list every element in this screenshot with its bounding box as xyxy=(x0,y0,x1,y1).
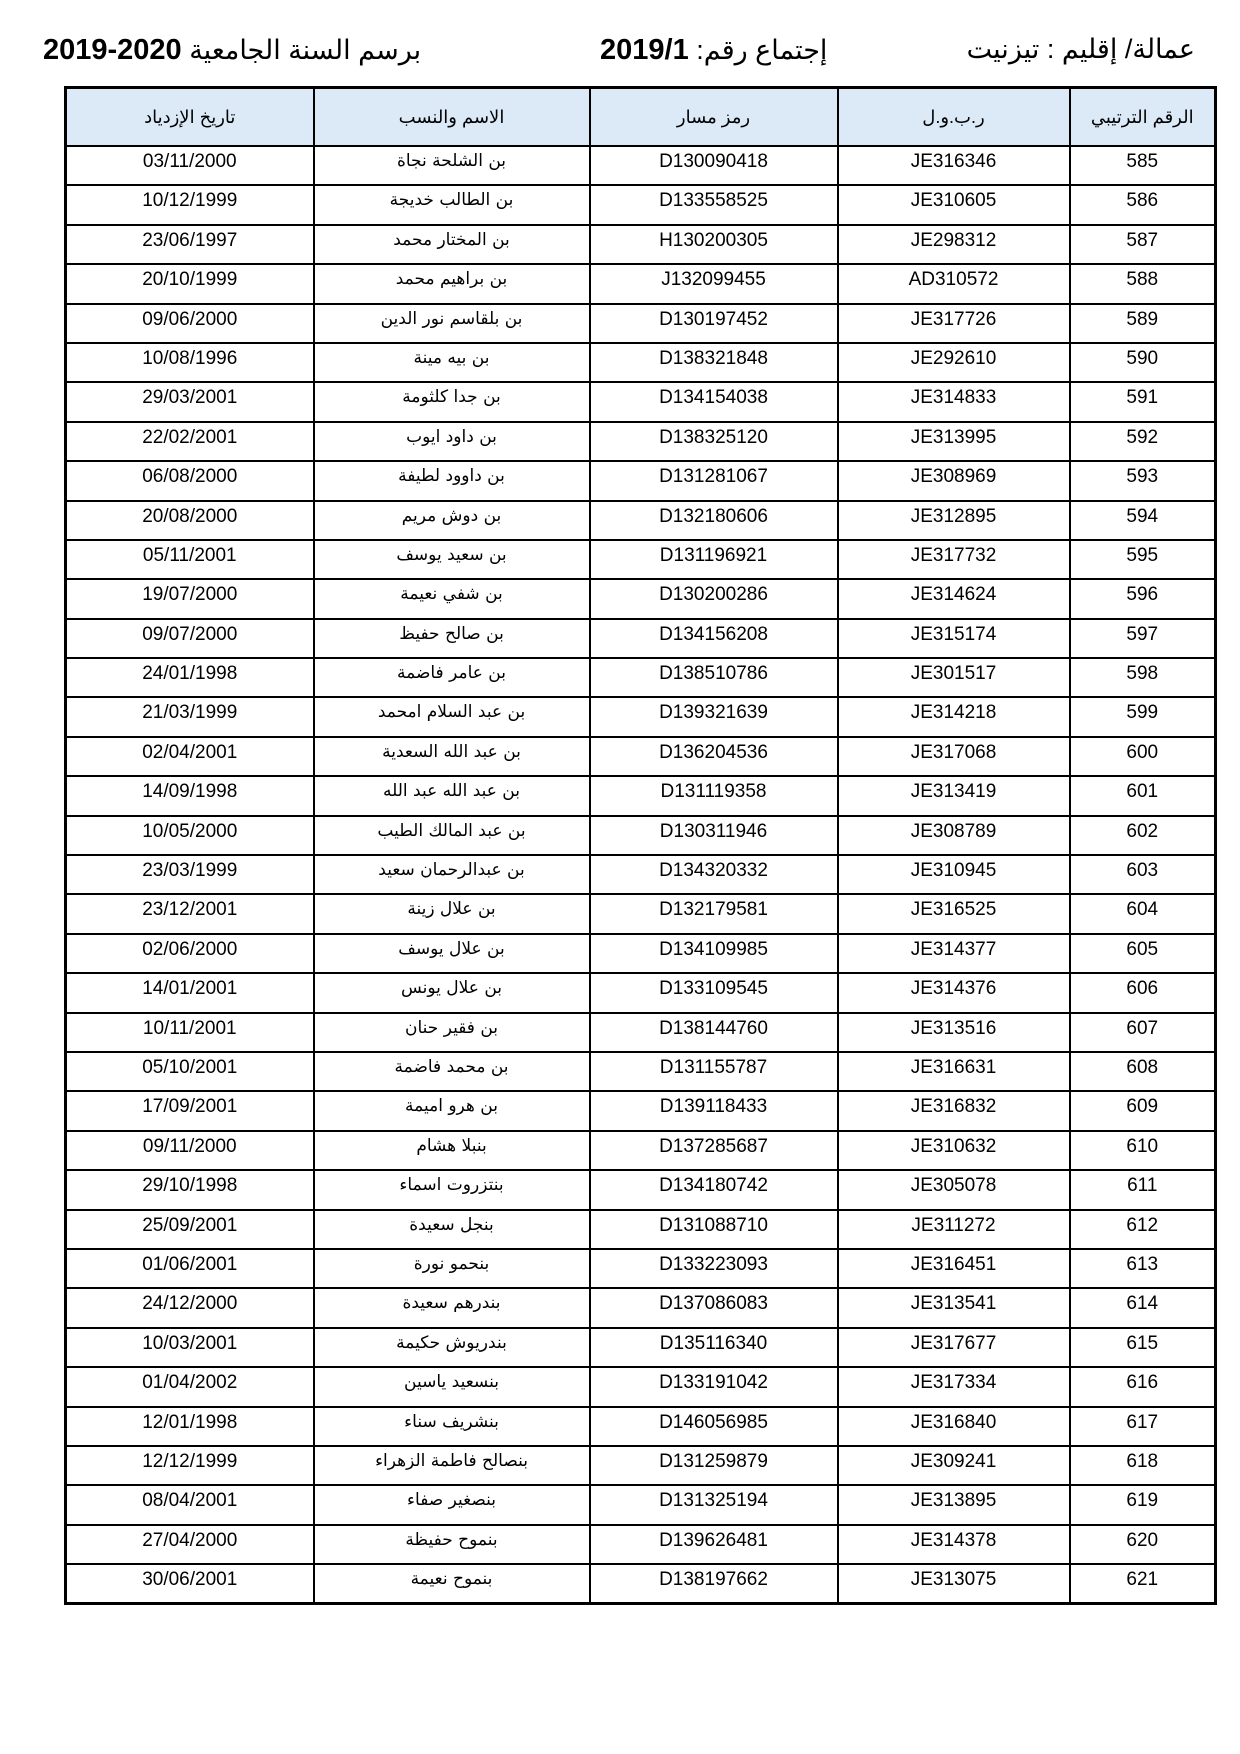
rank-cell: 618 xyxy=(1070,1446,1216,1485)
rank-cell: 597 xyxy=(1070,619,1216,658)
id-cell: JE313995 xyxy=(838,422,1070,461)
rank-cell: 616 xyxy=(1070,1367,1216,1406)
table-header-row xyxy=(66,88,1216,147)
table-row xyxy=(66,382,1216,421)
academic-year-value: 2019-2020 xyxy=(43,34,182,66)
birth-date-cell: 01/06/2001 xyxy=(66,1249,314,1288)
birth-date-cell: 12/01/1998 xyxy=(66,1407,314,1446)
id-cell: JE314376 xyxy=(838,973,1070,1012)
massar-code-cell: D134320332 xyxy=(590,855,838,894)
name-cell: بندرهم سعيدة xyxy=(314,1288,590,1327)
table-row xyxy=(66,1170,1216,1209)
id-cell: JE313895 xyxy=(838,1485,1070,1524)
name-cell: بن المختار محمد xyxy=(314,225,590,264)
rank-cell: 619 xyxy=(1070,1485,1216,1524)
birth-date-cell: 10/12/1999 xyxy=(66,185,314,224)
rank-cell: 614 xyxy=(1070,1288,1216,1327)
id-cell: JE314218 xyxy=(838,697,1070,736)
massar-code-cell: D134180742 xyxy=(590,1170,838,1209)
academic-year xyxy=(43,34,421,67)
id-cell: JE312895 xyxy=(838,501,1070,540)
table-row xyxy=(66,619,1216,658)
id-cell: JE316451 xyxy=(838,1249,1070,1288)
massar-code-cell: D130311946 xyxy=(590,816,838,855)
table-body xyxy=(66,146,1216,1603)
birth-date-cell: 14/09/1998 xyxy=(66,776,314,815)
massar-code-cell: D133109545 xyxy=(590,973,838,1012)
rank-cell: 605 xyxy=(1070,934,1216,973)
birth-date-cell: 22/02/2001 xyxy=(66,422,314,461)
id-cell: JE305078 xyxy=(838,1170,1070,1209)
table-row xyxy=(66,501,1216,540)
birth-date-cell: 29/03/2001 xyxy=(66,382,314,421)
table-row xyxy=(66,185,1216,224)
document-header xyxy=(0,34,1240,80)
id-cell: JE314833 xyxy=(838,382,1070,421)
id-cell: JE316525 xyxy=(838,894,1070,933)
students-table xyxy=(64,86,1217,1605)
birth-date-cell: 10/08/1996 xyxy=(66,343,314,382)
id-cell: JE317677 xyxy=(838,1328,1070,1367)
name-cell: بن هرو اميمة xyxy=(314,1091,590,1130)
name-cell: بن عبد الله السعدية xyxy=(314,737,590,776)
rank-cell: 608 xyxy=(1070,1052,1216,1091)
massar-code-cell: D131196921 xyxy=(590,540,838,579)
rank-cell: 617 xyxy=(1070,1407,1216,1446)
meeting-label: إجتماع رقم: xyxy=(696,35,828,65)
birth-date-cell: 20/10/1999 xyxy=(66,264,314,303)
massar-code-cell: D132179581 xyxy=(590,894,838,933)
massar-code-cell: D133223093 xyxy=(590,1249,838,1288)
name-cell: بندريوش حكيمة xyxy=(314,1328,590,1367)
massar-code-cell: D131088710 xyxy=(590,1210,838,1249)
birth-date-cell: 21/03/1999 xyxy=(66,697,314,736)
id-cell: JE310632 xyxy=(838,1131,1070,1170)
massar-code-cell: D131119358 xyxy=(590,776,838,815)
birth-date-cell: 01/04/2002 xyxy=(66,1367,314,1406)
name-cell: بن براهيم محمد xyxy=(314,264,590,303)
birth-date-cell: 24/01/1998 xyxy=(66,658,314,697)
name-cell: بن عبد المالك الطيب xyxy=(314,816,590,855)
massar-code-cell: D139626481 xyxy=(590,1525,838,1564)
id-cell: JE310945 xyxy=(838,855,1070,894)
massar-code-cell: D139321639 xyxy=(590,697,838,736)
name-cell: بنصغير صفاء xyxy=(314,1485,590,1524)
table-row xyxy=(66,1525,1216,1564)
name-cell: بنجل سعيدة xyxy=(314,1210,590,1249)
table-row xyxy=(66,894,1216,933)
id-cell: JE310605 xyxy=(838,185,1070,224)
rank-cell: 593 xyxy=(1070,461,1216,500)
birth-date-cell: 23/12/2001 xyxy=(66,894,314,933)
birth-date-cell: 23/06/1997 xyxy=(66,225,314,264)
massar-code-cell: D136204536 xyxy=(590,737,838,776)
name-cell: بن عبد الله عبد الله xyxy=(314,776,590,815)
table-row xyxy=(66,973,1216,1012)
id-cell: JE308789 xyxy=(838,816,1070,855)
name-cell: بنصالح فاطمة الزهراء xyxy=(314,1446,590,1485)
name-cell: بنموح حفيظة xyxy=(314,1525,590,1564)
massar-code-cell: D134109985 xyxy=(590,934,838,973)
name-cell: بنبلا هشام xyxy=(314,1131,590,1170)
birth-date-cell: 10/03/2001 xyxy=(66,1328,314,1367)
id-cell: JE314624 xyxy=(838,579,1070,618)
massar-code-cell: D146056985 xyxy=(590,1407,838,1446)
massar-code-cell: D138321848 xyxy=(590,343,838,382)
name-cell: بن بيه مينة xyxy=(314,343,590,382)
name-cell: بن دوش مريم xyxy=(314,501,590,540)
id-cell: JE314378 xyxy=(838,1525,1070,1564)
birth-date-cell: 10/05/2000 xyxy=(66,816,314,855)
id-cell: JE317732 xyxy=(838,540,1070,579)
rank-cell: 585 xyxy=(1070,146,1216,185)
birth-date-cell: 06/08/2000 xyxy=(66,461,314,500)
meeting-info xyxy=(600,34,827,67)
name-cell: بن الشلحة نجاة xyxy=(314,146,590,185)
rank-cell: 621 xyxy=(1070,1564,1216,1603)
rank-cell: 611 xyxy=(1070,1170,1216,1209)
rank-cell: 591 xyxy=(1070,382,1216,421)
massar-code-cell: J132099455 xyxy=(590,264,838,303)
table-row xyxy=(66,1328,1216,1367)
table-row xyxy=(66,540,1216,579)
birth-date-cell: 12/12/1999 xyxy=(66,1446,314,1485)
name-cell: بن علال يونس xyxy=(314,973,590,1012)
birth-date-cell: 19/07/2000 xyxy=(66,579,314,618)
massar-code-cell: D139118433 xyxy=(590,1091,838,1130)
massar-code-cell: D138510786 xyxy=(590,658,838,697)
name-cell: بن صالح حفيظ xyxy=(314,619,590,658)
birth-date-cell: 10/11/2001 xyxy=(66,1013,314,1052)
birth-date-cell: 08/04/2001 xyxy=(66,1485,314,1524)
id-cell: JE317334 xyxy=(838,1367,1070,1406)
id-cell: JE313075 xyxy=(838,1564,1070,1603)
rank-cell: 595 xyxy=(1070,540,1216,579)
name-cell: بن شفي نعيمة xyxy=(314,579,590,618)
rank-cell: 590 xyxy=(1070,343,1216,382)
id-cell: JE315174 xyxy=(838,619,1070,658)
rank-cell: 600 xyxy=(1070,737,1216,776)
rank-cell: 620 xyxy=(1070,1525,1216,1564)
rank-cell: 587 xyxy=(1070,225,1216,264)
academic-year-label: برسم السنة الجامعية xyxy=(189,35,422,65)
rank-cell: 589 xyxy=(1070,304,1216,343)
massar-code-cell: D130200286 xyxy=(590,579,838,618)
massar-code-cell: D130197452 xyxy=(590,304,838,343)
table-row xyxy=(66,343,1216,382)
table-row xyxy=(66,1052,1216,1091)
name-cell: بن علال يوسف xyxy=(314,934,590,973)
massar-code-cell: D131325194 xyxy=(590,1485,838,1524)
table-row xyxy=(66,934,1216,973)
table-row xyxy=(66,146,1216,185)
id-cell: JE317068 xyxy=(838,737,1070,776)
id-cell: JE313419 xyxy=(838,776,1070,815)
table-row xyxy=(66,658,1216,697)
rank-cell: 602 xyxy=(1070,816,1216,855)
rank-cell: 606 xyxy=(1070,973,1216,1012)
massar-code-cell: D131281067 xyxy=(590,461,838,500)
column-header-full-name: الاسم والنسب xyxy=(314,88,590,147)
name-cell: بن جدا كلثومة xyxy=(314,382,590,421)
id-cell: JE292610 xyxy=(838,343,1070,382)
name-cell: بنسعيد ياسين xyxy=(314,1367,590,1406)
table-row xyxy=(66,697,1216,736)
rank-cell: 596 xyxy=(1070,579,1216,618)
id-cell: JE316631 xyxy=(838,1052,1070,1091)
birth-date-cell: 02/04/2001 xyxy=(66,737,314,776)
rank-cell: 603 xyxy=(1070,855,1216,894)
name-cell: بنحمو نورة xyxy=(314,1249,590,1288)
table-row xyxy=(66,264,1216,303)
birth-date-cell: 05/10/2001 xyxy=(66,1052,314,1091)
name-cell: بن عبدالرحمان سعيد xyxy=(314,855,590,894)
table-row xyxy=(66,1564,1216,1603)
name-cell: بن محمد فاضمة xyxy=(314,1052,590,1091)
rank-cell: 592 xyxy=(1070,422,1216,461)
column-header-birth-date: تاريخ الإزدياد xyxy=(66,88,314,147)
name-cell: بن علال زينة xyxy=(314,894,590,933)
table-row xyxy=(66,776,1216,815)
table-row xyxy=(66,1091,1216,1130)
birth-date-cell: 05/11/2001 xyxy=(66,540,314,579)
massar-code-cell: H130200305 xyxy=(590,225,838,264)
massar-code-cell: D133558525 xyxy=(590,185,838,224)
massar-code-cell: D138197662 xyxy=(590,1564,838,1603)
table-row xyxy=(66,1131,1216,1170)
table-row xyxy=(66,422,1216,461)
table-row xyxy=(66,1210,1216,1249)
table-row xyxy=(66,855,1216,894)
birth-date-cell: 20/08/2000 xyxy=(66,501,314,540)
id-cell: AD310572 xyxy=(838,264,1070,303)
name-cell: بن سعيد يوسف xyxy=(314,540,590,579)
table-row xyxy=(66,1367,1216,1406)
id-cell: JE301517 xyxy=(838,658,1070,697)
massar-code-cell: D131155787 xyxy=(590,1052,838,1091)
birth-date-cell: 25/09/2001 xyxy=(66,1210,314,1249)
birth-date-cell: 09/11/2000 xyxy=(66,1131,314,1170)
massar-code-cell: D137086083 xyxy=(590,1288,838,1327)
birth-date-cell: 14/01/2001 xyxy=(66,973,314,1012)
birth-date-cell: 03/11/2000 xyxy=(66,146,314,185)
rank-cell: 594 xyxy=(1070,501,1216,540)
massar-code-cell: D131259879 xyxy=(590,1446,838,1485)
name-cell: بنتزروت اسماء xyxy=(314,1170,590,1209)
birth-date-cell: 09/06/2000 xyxy=(66,304,314,343)
birth-date-cell: 23/03/1999 xyxy=(66,855,314,894)
id-cell: JE308969 xyxy=(838,461,1070,500)
rank-cell: 599 xyxy=(1070,697,1216,736)
name-cell: بن فقير حنان xyxy=(314,1013,590,1052)
id-cell: JE298312 xyxy=(838,225,1070,264)
massar-code-cell: D137285687 xyxy=(590,1131,838,1170)
table-row xyxy=(66,737,1216,776)
table-row xyxy=(66,1407,1216,1446)
massar-code-cell: D130090418 xyxy=(590,146,838,185)
massar-code-cell: D134156208 xyxy=(590,619,838,658)
id-cell: JE316346 xyxy=(838,146,1070,185)
name-cell: بن داوود لطيفة xyxy=(314,461,590,500)
id-cell: JE311272 xyxy=(838,1210,1070,1249)
massar-code-cell: D134154038 xyxy=(590,382,838,421)
massar-code-cell: D135116340 xyxy=(590,1328,838,1367)
birth-date-cell: 02/06/2000 xyxy=(66,934,314,973)
birth-date-cell: 30/06/2001 xyxy=(66,1564,314,1603)
massar-code-cell: D138325120 xyxy=(590,422,838,461)
meeting-number: 2019/1 xyxy=(600,34,689,66)
rank-cell: 598 xyxy=(1070,658,1216,697)
name-cell: بنموح نعيمة xyxy=(314,1564,590,1603)
birth-date-cell: 17/09/2001 xyxy=(66,1091,314,1130)
table-row xyxy=(66,1013,1216,1052)
column-header-rank: الرقم الترتيبي xyxy=(1070,88,1216,147)
column-header-id: ر.ب.و.ل xyxy=(838,88,1070,147)
table-row xyxy=(66,816,1216,855)
table-row xyxy=(66,304,1216,343)
rank-cell: 588 xyxy=(1070,264,1216,303)
table-row xyxy=(66,1446,1216,1485)
name-cell: بن الطالب خديجة xyxy=(314,185,590,224)
name-cell: بن عبد السلام امحمد xyxy=(314,697,590,736)
id-cell: JE316832 xyxy=(838,1091,1070,1130)
name-cell: بنشريف سناء xyxy=(314,1407,590,1446)
birth-date-cell: 27/04/2000 xyxy=(66,1525,314,1564)
name-cell: بن عامر فاضمة xyxy=(314,658,590,697)
rank-cell: 612 xyxy=(1070,1210,1216,1249)
birth-date-cell: 24/12/2000 xyxy=(66,1288,314,1327)
id-cell: JE314377 xyxy=(838,934,1070,973)
massar-code-cell: D133191042 xyxy=(590,1367,838,1406)
rank-cell: 610 xyxy=(1070,1131,1216,1170)
table-row xyxy=(66,1288,1216,1327)
table-row xyxy=(66,579,1216,618)
birth-date-cell: 29/10/1998 xyxy=(66,1170,314,1209)
id-cell: JE309241 xyxy=(838,1446,1070,1485)
massar-code-cell: D132180606 xyxy=(590,501,838,540)
birth-date-cell: 09/07/2000 xyxy=(66,619,314,658)
prefecture-label: عمالة/ إقليم : تيزنيت xyxy=(966,34,1195,64)
id-cell: JE317726 xyxy=(838,304,1070,343)
table-row xyxy=(66,461,1216,500)
massar-code-cell: D138144760 xyxy=(590,1013,838,1052)
table-row xyxy=(66,225,1216,264)
id-cell: JE313516 xyxy=(838,1013,1070,1052)
column-header-massar-code: رمز مسار xyxy=(590,88,838,147)
table-row xyxy=(66,1249,1216,1288)
id-cell: JE313541 xyxy=(838,1288,1070,1327)
name-cell: بن بلقاسم نور الدين xyxy=(314,304,590,343)
rank-cell: 601 xyxy=(1070,776,1216,815)
rank-cell: 613 xyxy=(1070,1249,1216,1288)
id-cell: JE316840 xyxy=(838,1407,1070,1446)
rank-cell: 607 xyxy=(1070,1013,1216,1052)
rank-cell: 586 xyxy=(1070,185,1216,224)
name-cell: بن داود ايوب xyxy=(314,422,590,461)
rank-cell: 615 xyxy=(1070,1328,1216,1367)
rank-cell: 609 xyxy=(1070,1091,1216,1130)
table-row xyxy=(66,1485,1216,1524)
rank-cell: 604 xyxy=(1070,894,1216,933)
